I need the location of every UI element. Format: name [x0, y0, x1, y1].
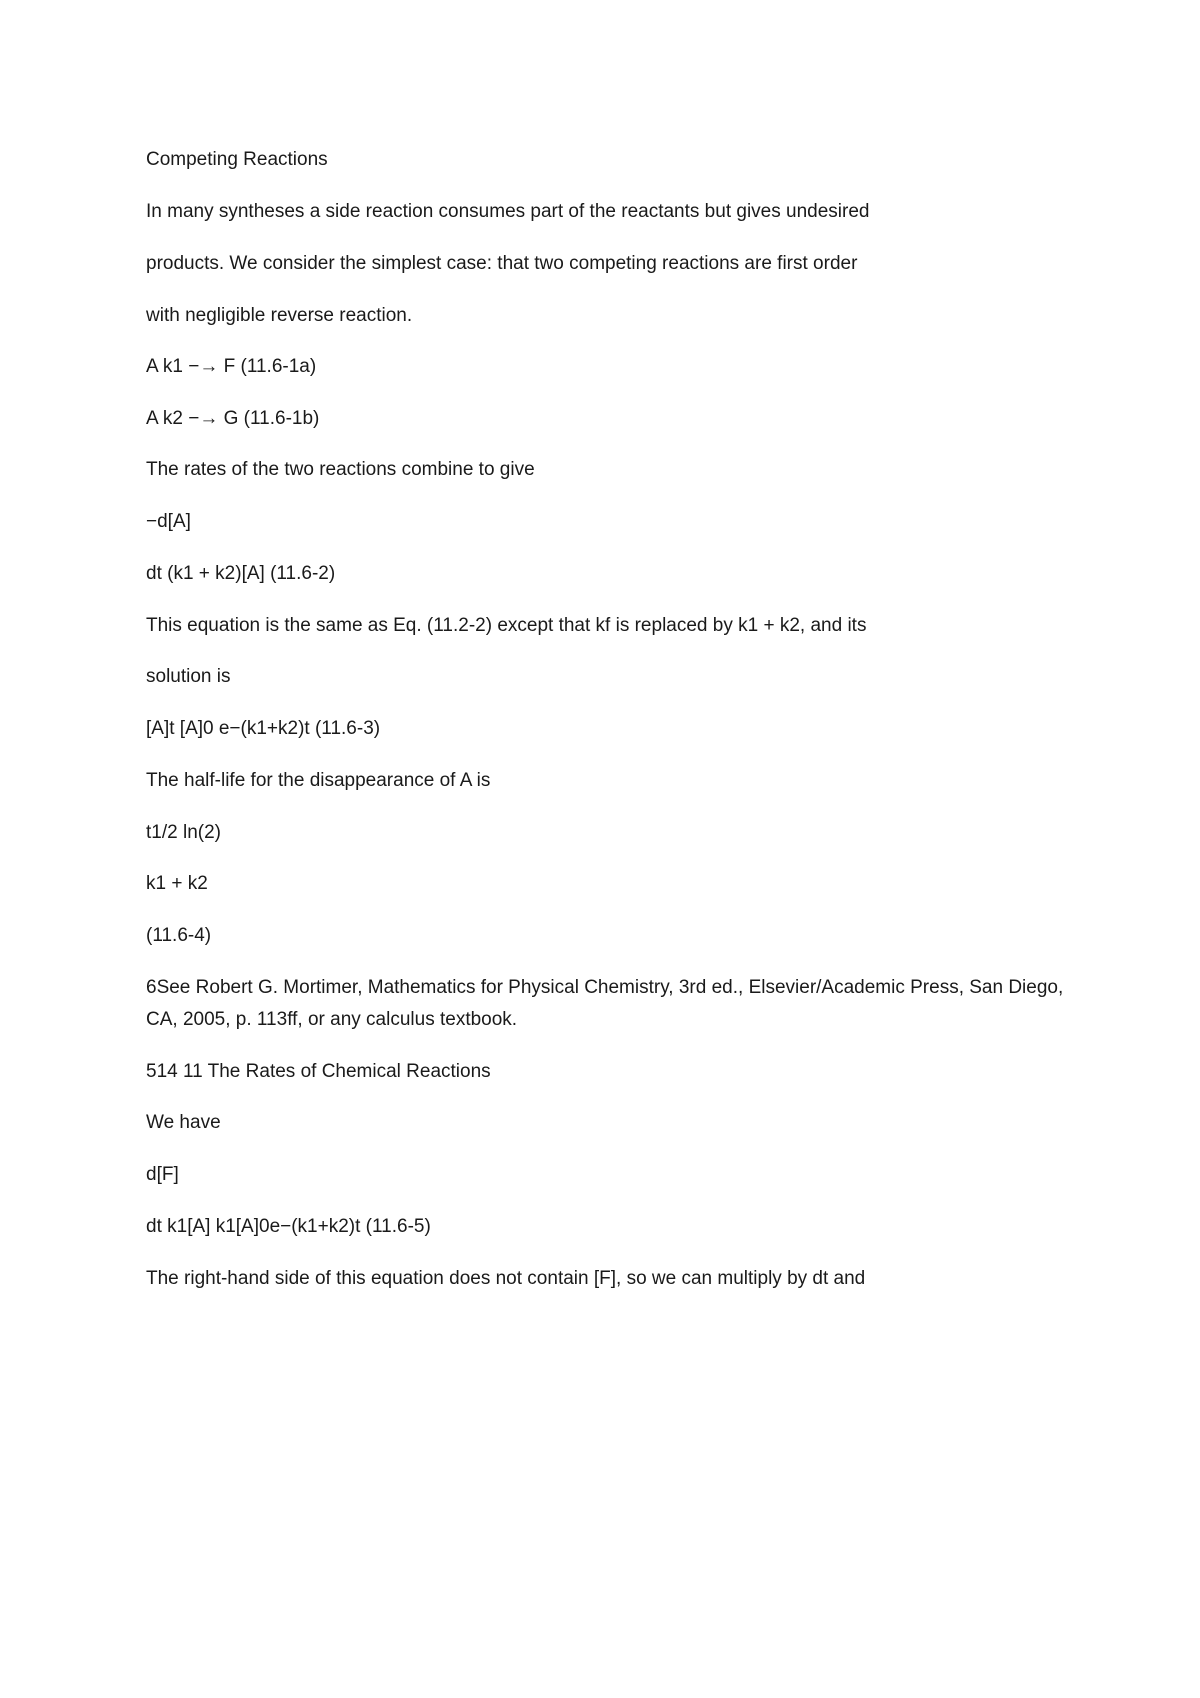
equation-11-6-1a: A k1 −→ F (11.6-1a) [146, 356, 317, 377]
paragraph-line: solution is [146, 666, 231, 687]
equation-11-6-4-label: (11.6-4) [146, 925, 212, 946]
equation-11-6-1b: A k2 −→ G (11.6-1b) [146, 408, 320, 429]
running-header: 514 11 The Rates of Chemical Reactions [146, 1061, 491, 1082]
paragraph-line: with negligible reverse reaction. [146, 305, 413, 326]
paragraph-line: products. We consider the simplest case: that two competing reactions are first order [146, 253, 858, 274]
equation-11-6-2: dt (k1 + k2)[A] (11.6-2) [146, 563, 336, 584]
equation-11-6-3: [A]t [A]0 e−(k1+k2)t (11.6-3) [146, 718, 381, 739]
paragraph-line: This equation is the same as Eq. (11.2-2) except that kf is replaced by k1 + k2, and its [146, 615, 867, 636]
section-title: Competing Reactions [146, 149, 328, 170]
footnote: 6See Robert G. Mortimer, Mathematics for Physical Chemistry, 3rd ed., Elsevier/Academic Press, San Diego, CA, 2005, p. 113ff, or any calculus textbook. [146, 977, 1064, 1030]
paragraph-line: In many syntheses a side reaction consumes part of the reactants but gives undesired [146, 201, 870, 222]
equation-11-6-4-denominator: k1 + k2 [146, 873, 208, 894]
halflife-intro-text: The half-life for the disappearance of A is [146, 770, 491, 791]
equation-11-6-4-numerator: t1/2 ln(2) [146, 822, 221, 843]
rates-intro-text: The rates of the two reactions combine to give [146, 459, 535, 480]
paragraph-line: The right-hand side of this equation does not contain [F], so we can multiply by dt and [146, 1268, 866, 1289]
equation-11-6-5-numerator: d[F] [146, 1164, 179, 1185]
equation-11-6-2-numerator: −d[A] [146, 511, 191, 532]
paragraph-line: We have [146, 1112, 221, 1133]
equation-11-6-5: dt k1[A] k1[A]0e−(k1+k2)t (11.6-5) [146, 1216, 431, 1237]
